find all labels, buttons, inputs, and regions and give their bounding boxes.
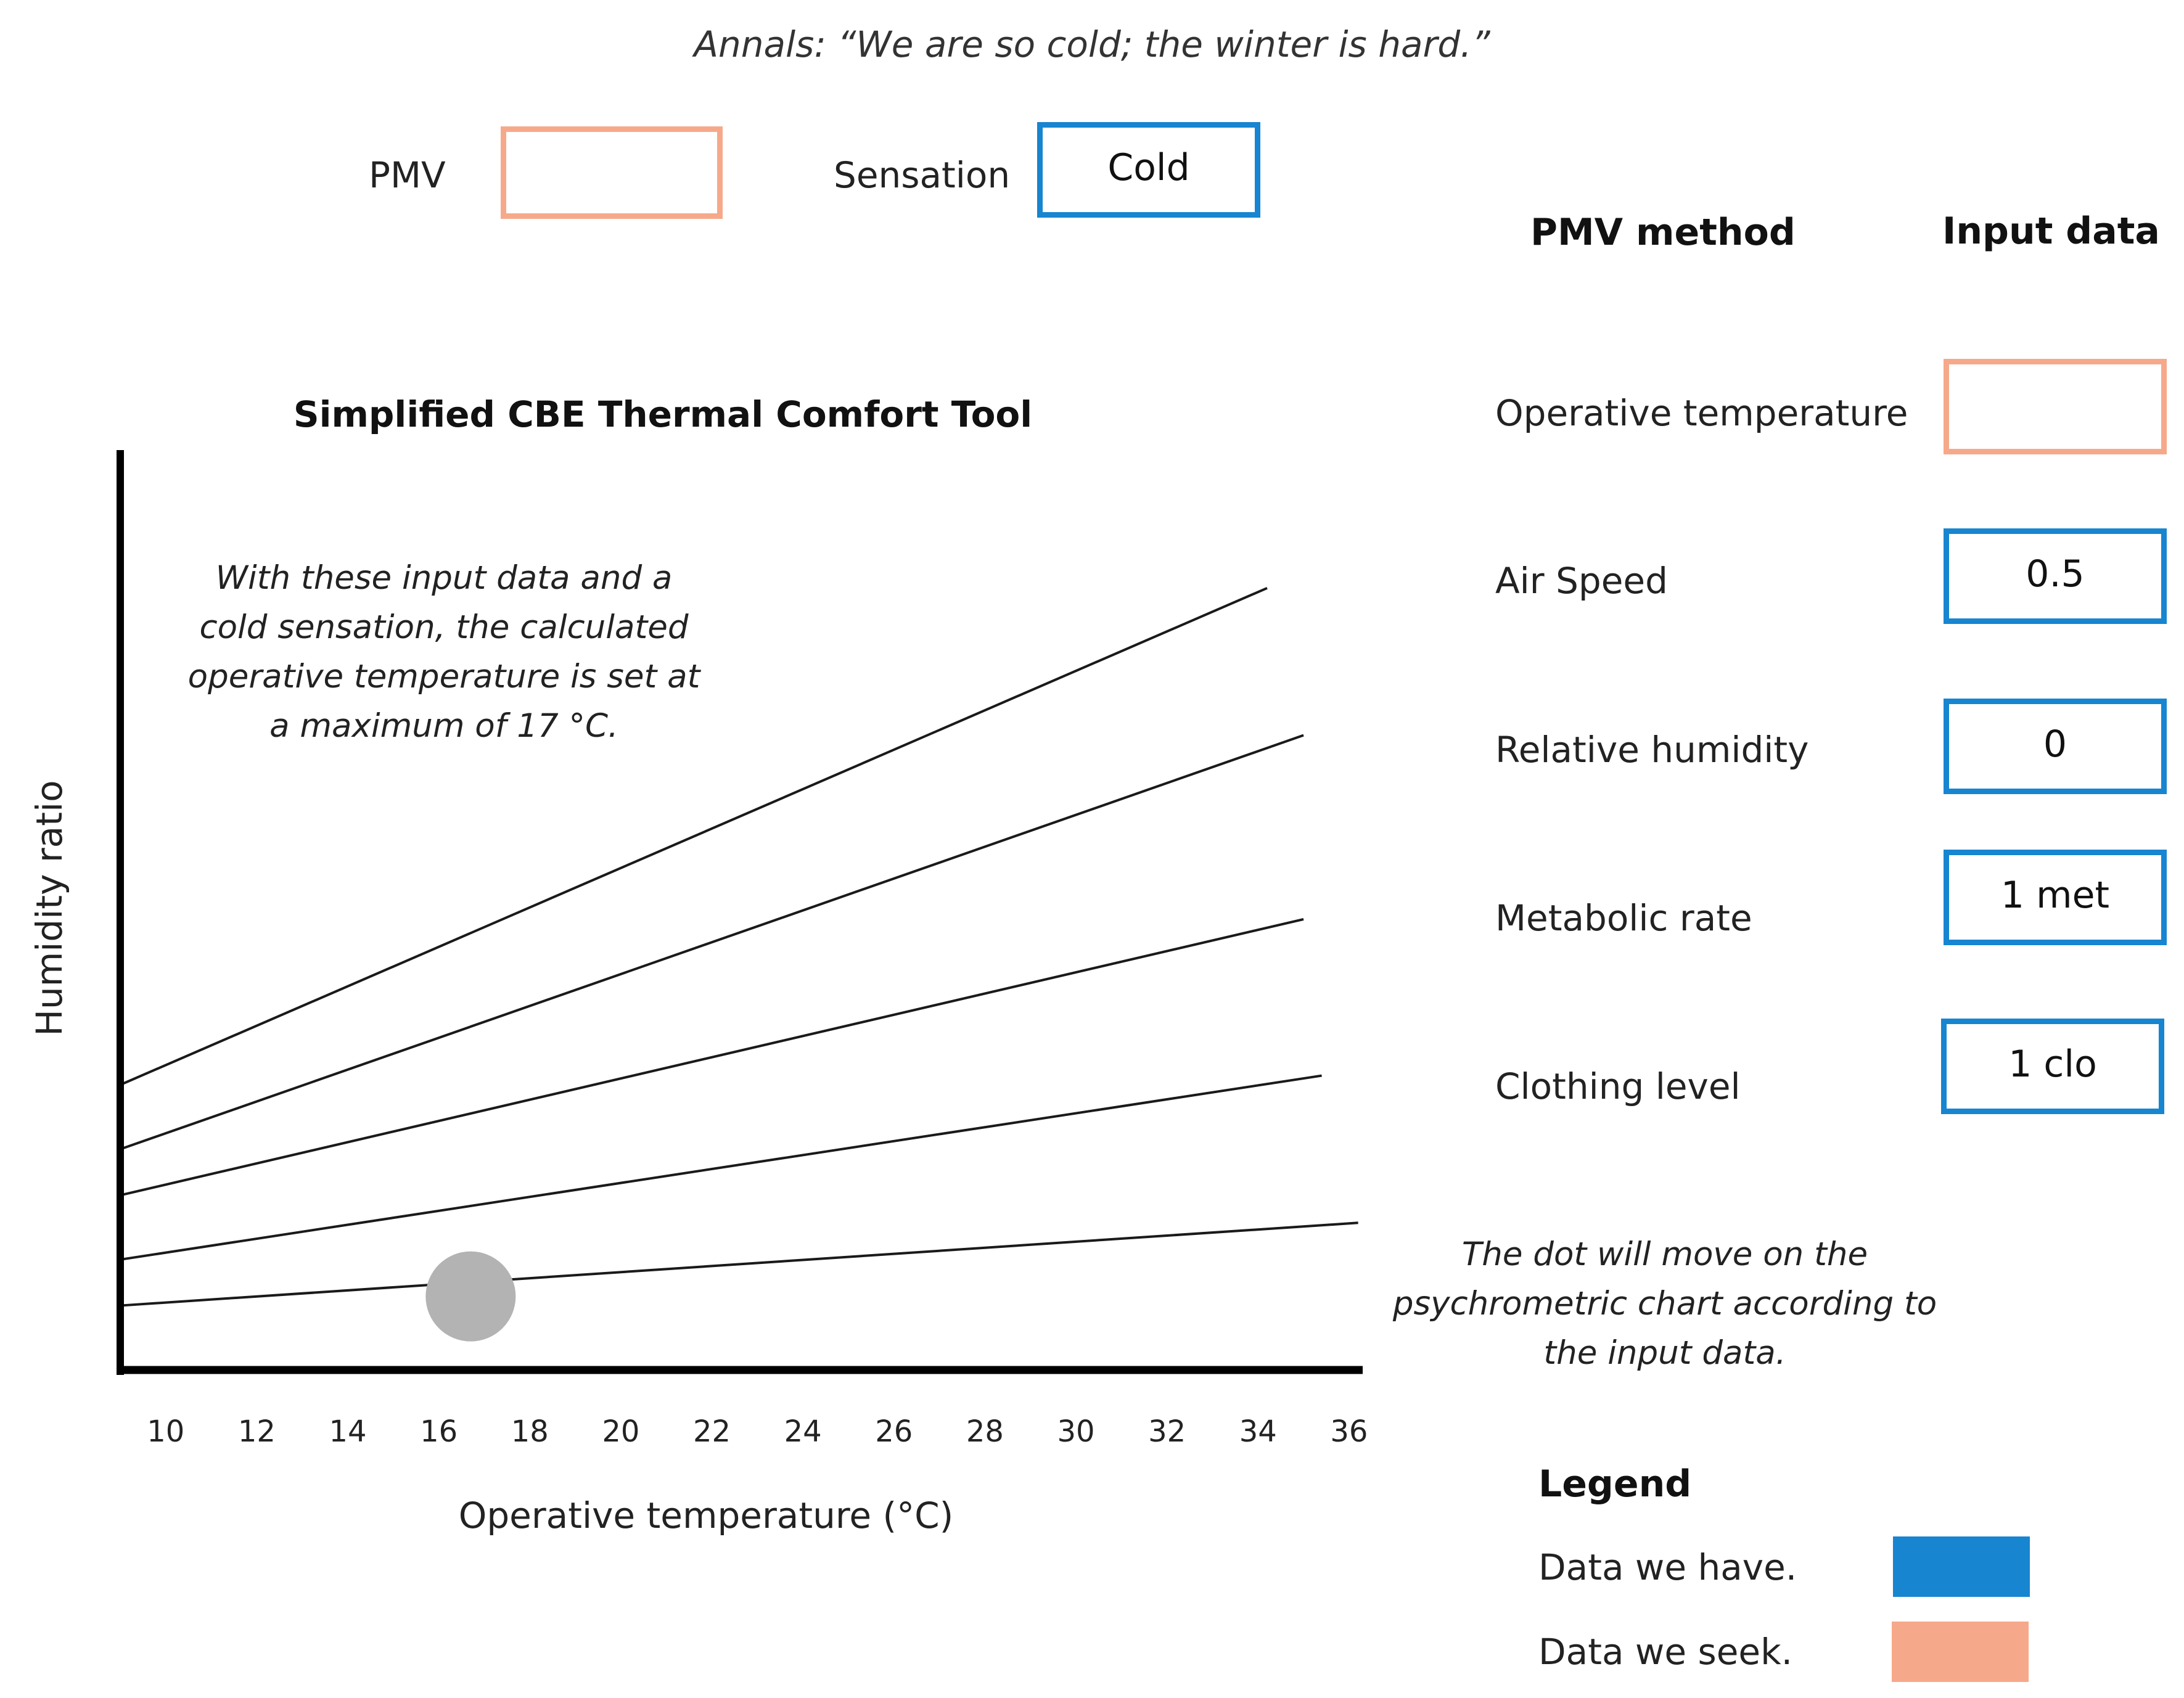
input-data-header: Input data [1942, 210, 2160, 253]
x-tick-label-22: 22 [692, 1414, 731, 1449]
pmv-method-header: PMV method [1530, 211, 1796, 254]
sensation-value-box: Cold [1037, 122, 1260, 218]
state-dot [425, 1252, 515, 1342]
x-tick-label-24: 24 [784, 1414, 822, 1449]
x-tick-label-32: 32 [1148, 1414, 1186, 1449]
legend-title: Legend [1538, 1462, 1692, 1506]
relative-humidity-box: 0 [1944, 699, 2167, 794]
x-tick-label-18: 18 [511, 1414, 549, 1449]
annals-quote: Annals: “We are so cold; the winter is hard.” [694, 23, 1490, 65]
air-speed-label: Air Speed [1495, 560, 1668, 602]
air-speed-box: 0.5 [1944, 528, 2167, 624]
y-axis-label: Humidity ratio [28, 780, 70, 1036]
relative-humidity-label: Relative humidity [1495, 729, 1809, 771]
chart-note: With these input data and a cold sensation, the calculated operative temperature is set at a maximum of 17 °C. [187, 559, 700, 745]
x-tick-label-16: 16 [420, 1414, 458, 1449]
x-tick-label-28: 28 [966, 1414, 1004, 1449]
legend-have-label: Data we have. [1538, 1546, 1797, 1588]
x-tick-label-36: 36 [1330, 1414, 1368, 1449]
operative-temperature-label: Operative temperature [1495, 392, 1908, 434]
x-tick-label-26: 26 [875, 1414, 913, 1449]
humidity-line-5 [120, 1223, 1358, 1305]
pmv-output-box [501, 126, 723, 219]
humidity-line-4 [120, 1076, 1322, 1260]
operative-temperature-box [1944, 359, 2167, 454]
metabolic-rate-box: 1 met [1944, 850, 2167, 945]
chart-title: Simplified CBE Thermal Comfort Tool [293, 393, 1033, 435]
clothing-level-label: Clothing level [1495, 1065, 1741, 1107]
legend-seek-swatch [1892, 1622, 2029, 1682]
x-tick-label-12: 12 [237, 1414, 276, 1449]
dot-note: The dot will move on the psychrometric chart according to the input data. [1392, 1236, 1937, 1372]
clothing-level-box: 1 clo [1941, 1019, 2164, 1114]
humidity-line-2 [120, 736, 1303, 1149]
legend-have-swatch [1893, 1536, 2030, 1597]
humidity-line-3 [120, 919, 1303, 1196]
x-tick-label-14: 14 [329, 1414, 367, 1449]
sensation-label: Sensation [834, 154, 1011, 196]
pmv-label: PMV [369, 154, 446, 196]
x-tick-label-20: 20 [602, 1414, 640, 1449]
x-tick-label-30: 30 [1057, 1414, 1095, 1449]
legend-seek-label: Data we seek. [1538, 1631, 1793, 1673]
x-axis-label: Operative temperature (°C) [458, 1495, 954, 1536]
metabolic-rate-label: Metabolic rate [1495, 897, 1752, 939]
x-tick-label-10: 10 [147, 1414, 185, 1449]
x-tick-label-34: 34 [1239, 1414, 1277, 1449]
